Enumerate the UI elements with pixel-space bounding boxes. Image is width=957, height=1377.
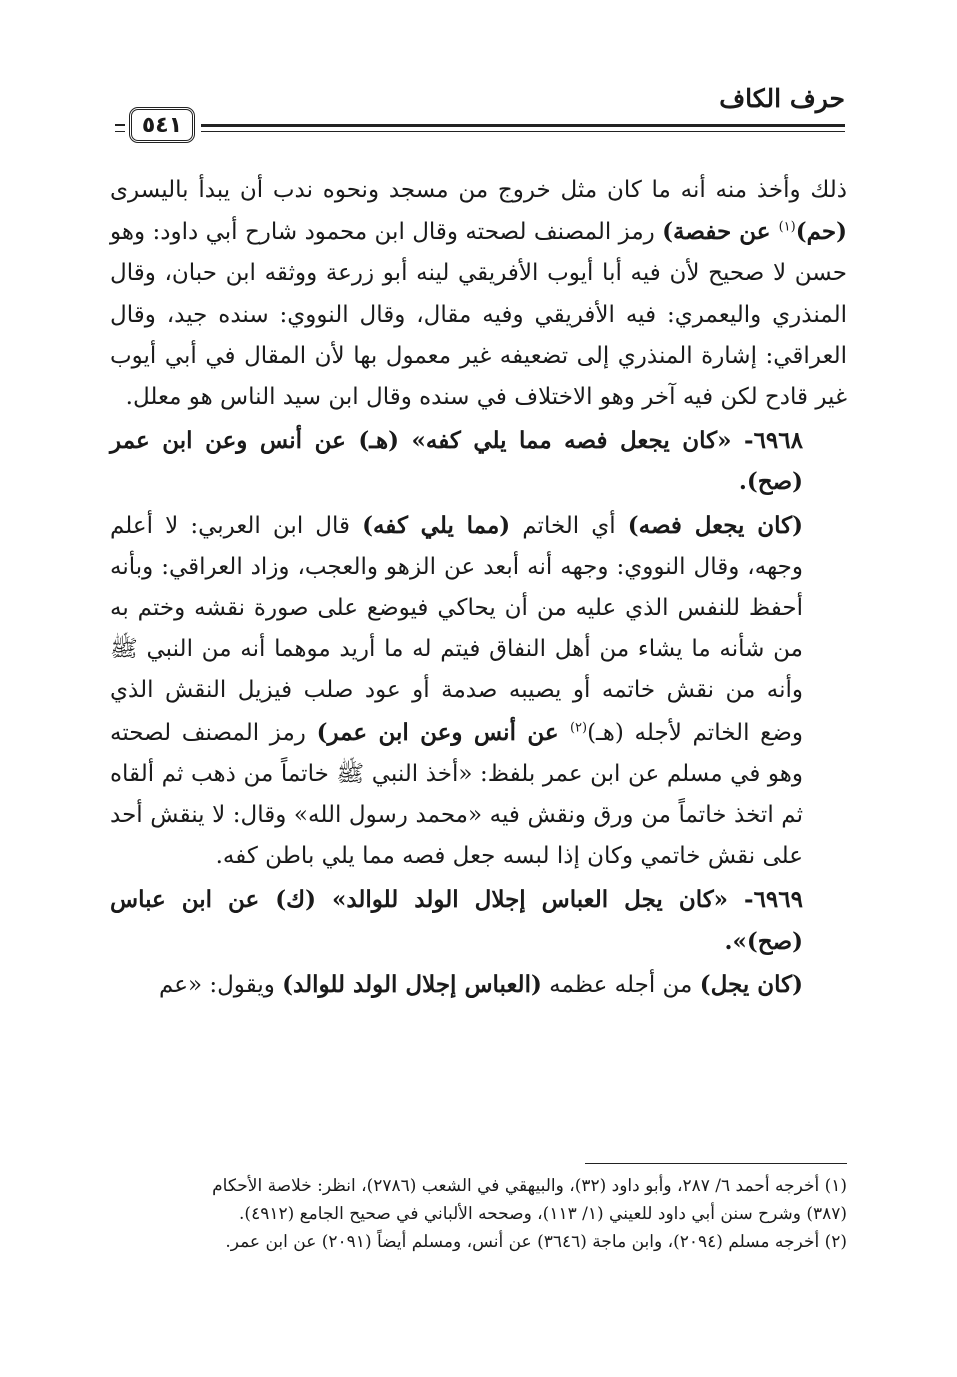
page-number-badge: ٥٤١ bbox=[129, 107, 195, 143]
paragraph-text: من أجله عظمه bbox=[541, 971, 700, 998]
paragraph-text: رمز المصنف لصحته وهو في مسلم عن ابن عمر بلفظ: «أخذ النبي ﷺ خاتماً من ذهب ثم ألقاه ثم اتخذ خاتماً من ورق ونقش فيه «محمد رسول الله» وقال: لا ينقش أحد على نقش خاتمي وكان إذا لبسه جعل فصه مما يلي باطن كفه. bbox=[110, 719, 803, 870]
footnotes bbox=[110, 1172, 847, 1256]
hadith-heading: ٦٩٦٨- «كان يجعل فصه مما يلي كفه» (هـ) عن أنس وعن ابن عمر (صح). bbox=[110, 427, 803, 496]
quoted-phrase: (العباس إجلال الولد للوالد) bbox=[282, 970, 542, 998]
paragraph bbox=[110, 964, 847, 1006]
header-rule-thick-line bbox=[201, 124, 845, 127]
header-rule-thin-line bbox=[201, 131, 845, 132]
hadith-heading: ٦٩٦٩- «كان يجل العباس إجلال الولد للوالد» (ك) عن ابن عباس (صح)». bbox=[110, 886, 803, 955]
running-head: حرف الكاف bbox=[719, 84, 845, 113]
paragraph-text: ذلك وأخذ منه أنه ما كان مثل خروج من مسجد ونحوه ندب أن يبدأ باليسرى bbox=[110, 177, 847, 203]
header-rule-left-stub-thin bbox=[115, 131, 125, 132]
header-rule-left-stub bbox=[115, 124, 125, 126]
paragraph-text: ويقول: «عم bbox=[158, 971, 283, 998]
narrator: عن أنس وعن ابن عمر) bbox=[316, 718, 570, 746]
quoted-phrase: (كان يجل) bbox=[699, 970, 803, 998]
paragraph-text: قال ابن العربي: لا أعلم وجهه، وقال النووي: وجهه أنه أبعد عن الزهو والعجب، وزاد العراقي: وبأنه أحفظ للنفس الذي عليه من أن يحاكي فيوضع على صورة نقشه وختم به من شأنه ما يشاء من أهل النفاق فيتم له ما أريد موهما أنه من النبي ﷺ وأنه من نقش خاتمه أو يصيبه صدمة أو عود صلب فيزيل النقش الذي وضع الخاتم لأجله (هـ) bbox=[110, 512, 803, 746]
footnote-2: (٢) أخرجه مسلم (٢٠٩٤)، وابن ماجة (٣٦٤٦) عن أنس، ومسلم أيضاً (٢٠٩١) عن ابن عمر. bbox=[225, 1232, 847, 1252]
header-rule bbox=[115, 106, 845, 146]
footnote-ref: (٢) bbox=[569, 719, 588, 735]
footnote-ref: (١) bbox=[778, 219, 796, 235]
paragraph-text: رمز المصنف لصحته وقال ابن محمود شارح أبي داود: وهو حسن لا صحيح لأن فيه أبا أيوب الأفريقي لينه أبو زرعة ووثقه ابن حبان، وقال المنذري واليعمري: فيه الأفريقي وفيه مقال، وقال النووي: سنده جيد، وقال العراقي: إشارة المنذري إلى تضعيفه غير معمول بها لأن المقال في أبي أيوب غير قادح لكن فيه آخر وهو الاختلاف في سنده وقال ابن سيد الناس هو معلل. bbox=[110, 219, 847, 411]
footnote-1-cont: (٣٨٧) وشرح سنن أبي داود للعيني (١/ ١١٣)، وصححه الألباني في صحيح الجامع (٤٩١٢). bbox=[239, 1204, 847, 1224]
paragraph-text: أي الخاتم bbox=[510, 512, 628, 539]
narrator: عن حفصة) bbox=[662, 218, 779, 246]
footnote-separator bbox=[585, 1163, 847, 1164]
source-code: (حم) bbox=[795, 218, 847, 246]
quoted-phrase: (كان يجعل فصه) bbox=[627, 511, 803, 539]
paragraph bbox=[110, 170, 847, 418]
footnote-1: (١) أخرجه أحمد ٦/ ٢٨٧، وأبو داود (٣٢)، والبيهقي في الشعب (٢٧٨٦)، انظر: خلاصة الأحكام bbox=[212, 1176, 847, 1196]
main-text bbox=[110, 170, 847, 1006]
quoted-phrase: (مما يلي كفه) bbox=[362, 511, 511, 539]
paragraph bbox=[110, 505, 847, 878]
